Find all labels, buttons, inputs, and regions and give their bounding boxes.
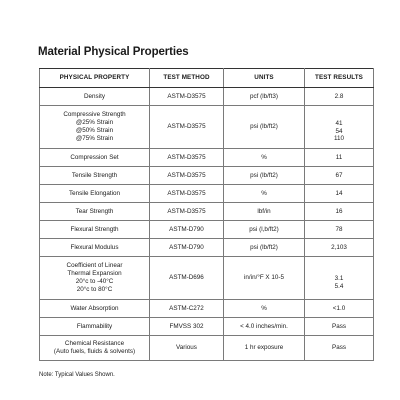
header-test-method: TEST METHOD: [150, 69, 224, 88]
method-cell: ASTM-D3575: [150, 88, 224, 106]
units-cell: %: [224, 300, 305, 318]
units-cell: lbf/in: [224, 203, 305, 221]
method-cell: ASTM-C272: [150, 300, 224, 318]
property-line: (Auto fuels, fluids & solvents): [53, 348, 136, 355]
property-cell: Water Absorption: [40, 300, 150, 318]
result-cell: [305, 257, 374, 300]
method-cell: FMVSS 302: [150, 318, 224, 336]
property-cell: Tensile Elongation: [40, 185, 150, 203]
property-line: @25% Strain: [75, 119, 114, 127]
header-physical-property: PHYSICAL PROPERTY: [40, 69, 150, 88]
property-cell: [40, 106, 150, 149]
header-test-results: TEST RESULTS: [305, 69, 374, 88]
result-cell: 2.8: [305, 88, 374, 106]
units-cell: psi (lb/ft2): [224, 167, 305, 185]
footnote: Note: Typical Values Shown.: [39, 372, 115, 378]
method-cell: ASTM-D790: [150, 239, 224, 257]
table-row: [40, 203, 374, 221]
units-cell: 1 hr exposure: [224, 336, 305, 361]
property-line: Coefficient of Linear: [66, 262, 123, 270]
property-cell: Tear Strength: [40, 203, 150, 221]
property-line: 20°c to 80°C: [76, 285, 113, 293]
result-cell: 16: [305, 203, 374, 221]
method-cell: ASTM-D3575: [150, 203, 224, 221]
property-line: Thermal Expansion: [67, 270, 122, 278]
table-row: [40, 88, 374, 106]
header-units: UNITS: [224, 69, 305, 88]
table-row: [40, 336, 374, 361]
units-cell: psi (lb/ft2): [224, 239, 305, 257]
table-row: [40, 300, 374, 318]
units-cell: psi (l,b/ft2): [224, 221, 305, 239]
method-cell: ASTM-D790: [150, 221, 224, 239]
table-row: [40, 318, 374, 336]
property-cell: Density: [40, 88, 150, 106]
result-cell: 11: [305, 149, 374, 167]
result-cell: Pass: [305, 336, 374, 361]
property-cell: Flexural Strength: [40, 221, 150, 239]
result-cell: 78: [305, 221, 374, 239]
result-cell: [305, 106, 374, 149]
units-cell: < 4.0 inches/min.: [224, 318, 305, 336]
result-cell: 2,103: [305, 239, 374, 257]
property-line: Compressive Strength: [63, 111, 126, 119]
property-line: @75% Strain: [75, 134, 114, 142]
result-cell: 14: [305, 185, 374, 203]
table-row: [40, 239, 374, 257]
result-cell: 67: [305, 167, 374, 185]
result-line: 3.1: [334, 274, 344, 282]
method-cell: ASTM-D3575: [150, 185, 224, 203]
table-row: [40, 106, 374, 149]
result-line: 110: [333, 135, 345, 143]
property-cell: Flammability: [40, 318, 150, 336]
property-cell: Compression Set: [40, 149, 150, 167]
table-header-row: [40, 69, 374, 88]
method-cell: ASTM-D3575: [150, 167, 224, 185]
result-line: 54: [335, 127, 343, 135]
method-cell: Various: [150, 336, 224, 361]
table-row: [40, 149, 374, 167]
page-title: Material Physical Properties: [38, 46, 189, 58]
units-cell: psi (lb/ft2): [224, 106, 305, 149]
property-line: Chemical Resistance: [64, 340, 125, 348]
units-cell: pcf (lb/ft3): [224, 88, 305, 106]
table-row: [40, 167, 374, 185]
property-cell: [40, 257, 150, 300]
property-cell: [40, 336, 150, 361]
method-cell: ASTM-D3575: [150, 149, 224, 167]
property-cell: Flexural Modulus: [40, 239, 150, 257]
table-row: [40, 221, 374, 239]
units-cell: %: [224, 149, 305, 167]
method-cell: ASTM-D696: [150, 257, 224, 300]
result-line: 41: [335, 119, 343, 127]
result-cell: <1.0: [305, 300, 374, 318]
properties-table: [39, 68, 374, 361]
property-line: @50% Strain: [75, 127, 114, 134]
table-row: [40, 257, 374, 300]
table-row: [40, 185, 374, 203]
result-line: 5.4: [334, 282, 344, 290]
units-cell: in/in/°F X 10-5: [224, 257, 305, 300]
result-cell: Pass: [305, 318, 374, 336]
method-cell: ASTM-D3575: [150, 106, 224, 149]
property-cell: Tensile Strength: [40, 167, 150, 185]
property-line: 20°c to -40°C: [75, 278, 114, 285]
units-cell: %: [224, 185, 305, 203]
